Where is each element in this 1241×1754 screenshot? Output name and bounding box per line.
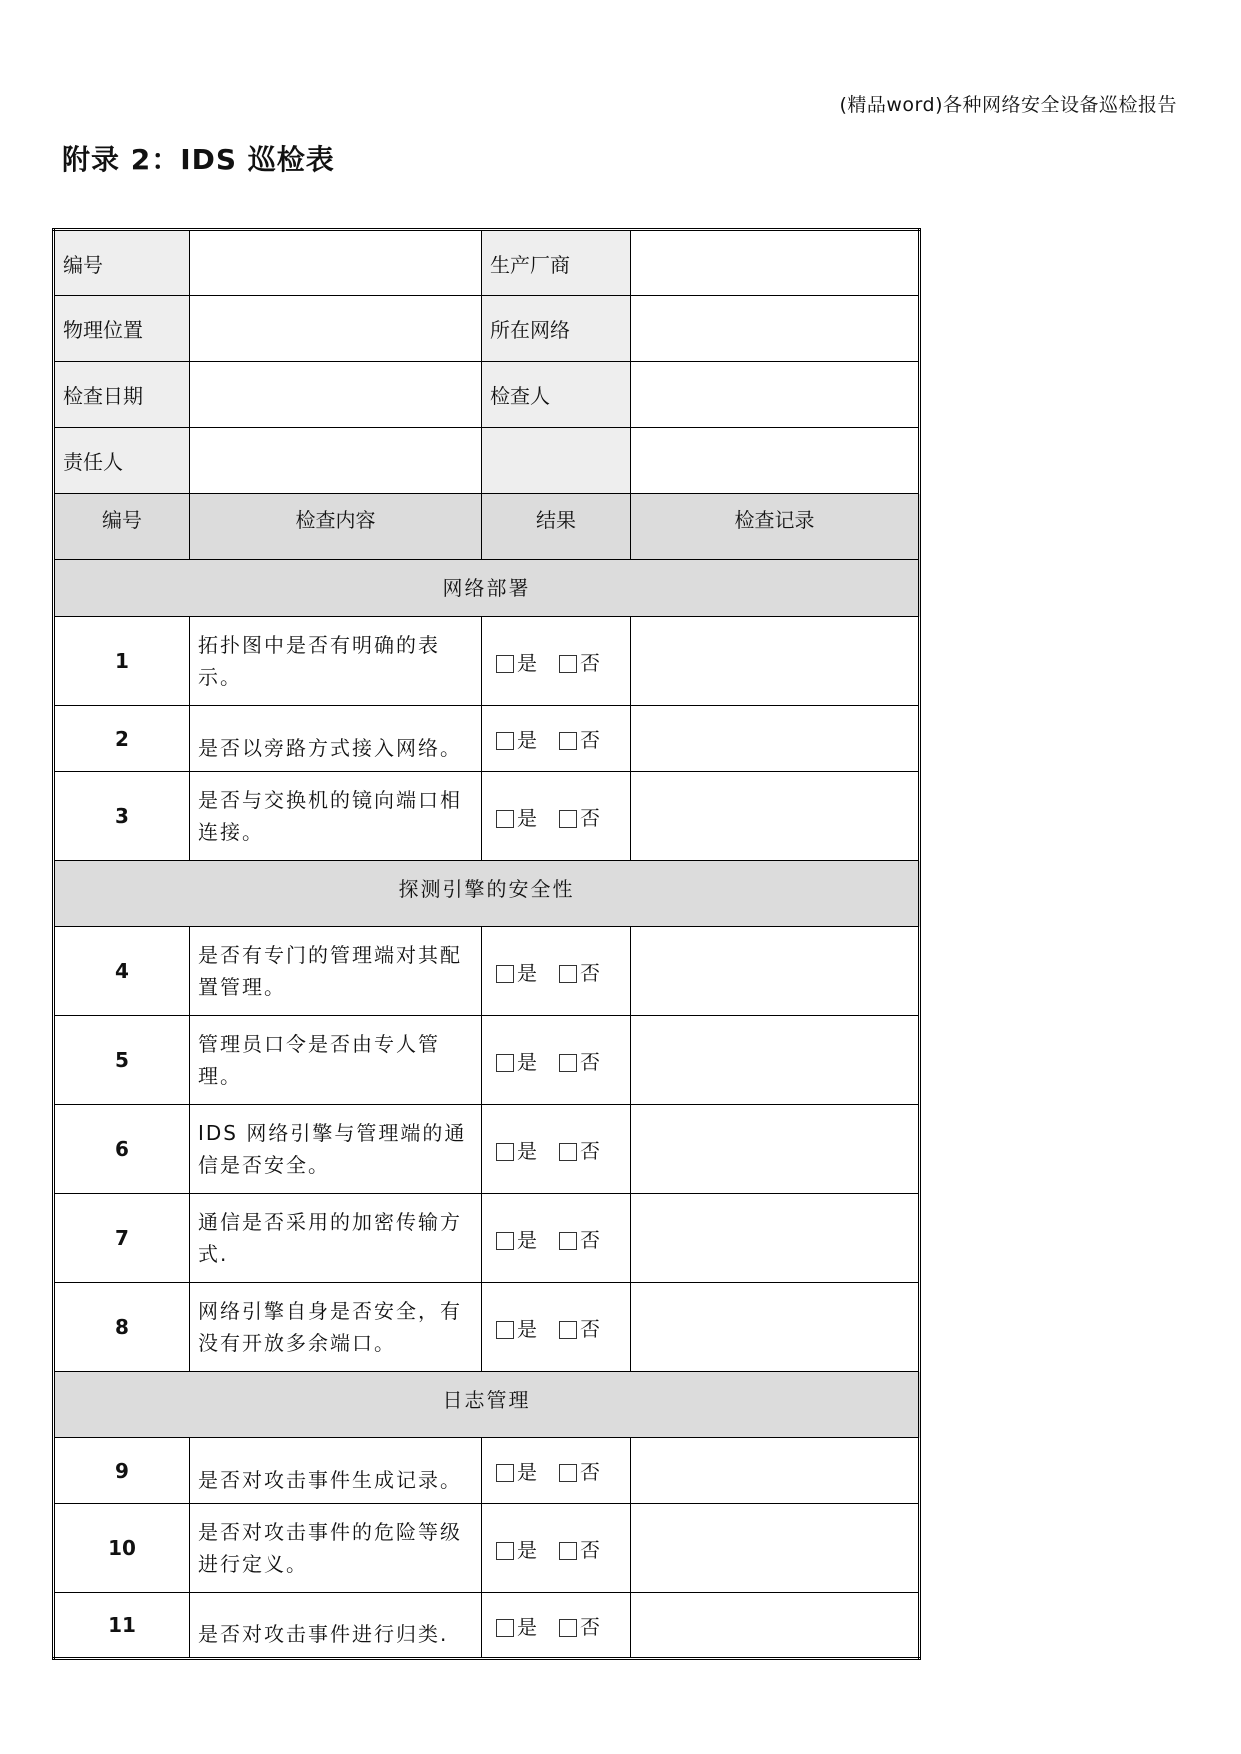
yes-checkbox[interactable] — [496, 965, 514, 983]
yes-label: 是 — [517, 1537, 537, 1562]
item-number: 5 — [54, 1016, 190, 1105]
item-number: 8 — [54, 1283, 190, 1372]
result-cell — [482, 1194, 631, 1283]
ids-inspection-table — [52, 228, 921, 1660]
yes-checkbox[interactable] — [496, 1143, 514, 1161]
label-network: 所在网络 — [482, 296, 631, 362]
network-field[interactable] — [631, 296, 920, 362]
table-row — [54, 1016, 920, 1105]
vendor-field[interactable] — [631, 230, 920, 296]
yes-checkbox[interactable] — [496, 1464, 514, 1482]
yes-checkbox[interactable] — [496, 732, 514, 750]
record-cell[interactable] — [631, 1105, 920, 1194]
no-label: 否 — [580, 960, 600, 985]
item-content: 是否以旁路方式接入网络。 — [190, 706, 482, 772]
section-title: 探测引擎的安全性 — [54, 861, 920, 927]
item-content: 通信是否采用的加密传输方式. — [190, 1194, 482, 1283]
label-number: 编号 — [54, 230, 190, 296]
table-row — [54, 1194, 920, 1283]
label-inspector: 检查人 — [482, 362, 631, 428]
yes-label: 是 — [517, 960, 537, 985]
no-label: 否 — [580, 1614, 600, 1639]
no-label: 否 — [580, 728, 600, 752]
item-content: 是否有专门的管理端对其配置管理。 — [190, 927, 482, 1016]
record-cell[interactable] — [631, 1504, 920, 1593]
running-header: (精品word)各种网络安全设备巡检报告 — [839, 94, 1177, 116]
item-number: 1 — [54, 617, 190, 706]
item-number: 2 — [54, 706, 190, 772]
yes-label: 是 — [517, 650, 537, 675]
no-label: 否 — [580, 1537, 600, 1562]
yes-checkbox[interactable] — [496, 1054, 514, 1072]
item-content: 拓扑图中是否有明确的表示。 — [190, 617, 482, 706]
col-header-number: 编号 — [54, 494, 190, 560]
yes-checkbox[interactable] — [496, 1232, 514, 1250]
section-row — [54, 1372, 920, 1438]
yes-label: 是 — [517, 728, 537, 752]
table-row — [54, 1593, 920, 1659]
no-checkbox[interactable] — [559, 732, 577, 750]
item-number: 4 — [54, 927, 190, 1016]
result-cell — [482, 927, 631, 1016]
table-row — [54, 617, 920, 706]
record-cell[interactable] — [631, 1438, 920, 1504]
blank-field[interactable] — [631, 428, 920, 494]
table-row — [54, 772, 920, 861]
location-field[interactable] — [190, 296, 482, 362]
yes-label: 是 — [517, 1316, 537, 1341]
number-field[interactable] — [190, 230, 482, 296]
yes-label: 是 — [517, 1614, 537, 1639]
table-row — [54, 1504, 920, 1593]
table-row — [54, 1438, 920, 1504]
yes-checkbox[interactable] — [496, 1619, 514, 1637]
no-checkbox[interactable] — [559, 1321, 577, 1339]
item-content: 是否对攻击事件进行归类. — [190, 1593, 482, 1659]
record-cell[interactable] — [631, 1016, 920, 1105]
col-header-record: 检查记录 — [631, 494, 920, 560]
item-number: 3 — [54, 772, 190, 861]
item-content: 网络引擎自身是否安全，有没有开放多余端口。 — [190, 1283, 482, 1372]
label-date: 检查日期 — [54, 362, 190, 428]
item-content: 是否与交换机的镜向端口相连接。 — [190, 772, 482, 861]
table-row — [54, 1105, 920, 1194]
record-cell[interactable] — [631, 1194, 920, 1283]
no-checkbox[interactable] — [559, 655, 577, 673]
no-label: 否 — [580, 1049, 600, 1074]
no-checkbox[interactable] — [559, 1464, 577, 1482]
yes-checkbox[interactable] — [496, 1542, 514, 1560]
item-number: 9 — [54, 1438, 190, 1504]
no-checkbox[interactable] — [559, 1143, 577, 1161]
yes-label: 是 — [517, 805, 537, 830]
item-content: 管理员口令是否由专人管理。 — [190, 1016, 482, 1105]
result-cell — [482, 1016, 631, 1105]
info-row-number — [54, 230, 920, 296]
yes-label: 是 — [517, 1138, 537, 1163]
no-label: 否 — [580, 805, 600, 830]
yes-label: 是 — [517, 1227, 537, 1252]
no-label: 否 — [580, 650, 600, 675]
result-cell — [482, 706, 631, 772]
no-label: 否 — [580, 1316, 600, 1341]
record-cell[interactable] — [631, 617, 920, 706]
no-checkbox[interactable] — [559, 965, 577, 983]
result-cell — [482, 1438, 631, 1504]
no-checkbox[interactable] — [559, 1054, 577, 1072]
item-number: 10 — [54, 1504, 190, 1593]
result-cell — [482, 1105, 631, 1194]
no-checkbox[interactable] — [559, 810, 577, 828]
label-owner: 责任人 — [54, 428, 190, 494]
no-label: 否 — [580, 1460, 600, 1484]
result-cell — [482, 617, 631, 706]
label-vendor: 生产厂商 — [482, 230, 631, 296]
result-cell — [482, 1283, 631, 1372]
no-label: 否 — [580, 1227, 600, 1252]
record-cell[interactable] — [631, 927, 920, 1016]
yes-label: 是 — [517, 1460, 537, 1484]
item-number: 7 — [54, 1194, 190, 1283]
item-number: 11 — [54, 1593, 190, 1659]
label-location: 物理位置 — [54, 296, 190, 362]
info-row-location — [54, 296, 920, 362]
column-header-row — [54, 494, 920, 560]
info-row-owner — [54, 428, 920, 494]
section-title: 网络部署 — [54, 560, 920, 617]
yes-checkbox[interactable] — [496, 810, 514, 828]
no-checkbox[interactable] — [559, 1542, 577, 1560]
owner-field[interactable] — [190, 428, 482, 494]
item-number: 6 — [54, 1105, 190, 1194]
info-row-date — [54, 362, 920, 428]
yes-checkbox[interactable] — [496, 655, 514, 673]
item-content: 是否对攻击事件生成记录。 — [190, 1438, 482, 1504]
record-cell[interactable] — [631, 706, 920, 772]
table-row — [54, 706, 920, 772]
result-cell — [482, 1593, 631, 1659]
no-label: 否 — [580, 1138, 600, 1163]
date-field[interactable] — [190, 362, 482, 428]
page-title: 附录 2：IDS 巡检表 — [62, 143, 335, 176]
record-cell[interactable] — [631, 772, 920, 861]
record-cell[interactable] — [631, 1593, 920, 1659]
result-cell — [482, 772, 631, 861]
no-checkbox[interactable] — [559, 1619, 577, 1637]
yes-checkbox[interactable] — [496, 1321, 514, 1339]
section-title: 日志管理 — [54, 1372, 920, 1438]
col-header-content: 检查内容 — [190, 494, 482, 560]
item-content: IDS 网络引擎与管理端的通信是否安全。 — [190, 1105, 482, 1194]
inspector-field[interactable] — [631, 362, 920, 428]
record-cell[interactable] — [631, 1283, 920, 1372]
no-checkbox[interactable] — [559, 1232, 577, 1250]
blank-label — [482, 428, 631, 494]
table-row — [54, 927, 920, 1016]
table-row — [54, 1283, 920, 1372]
item-content: 是否对攻击事件的危险等级进行定义。 — [190, 1504, 482, 1593]
yes-label: 是 — [517, 1049, 537, 1074]
col-header-result: 结果 — [482, 494, 631, 560]
section-row — [54, 560, 920, 617]
result-cell — [482, 1504, 631, 1593]
section-row — [54, 861, 920, 927]
